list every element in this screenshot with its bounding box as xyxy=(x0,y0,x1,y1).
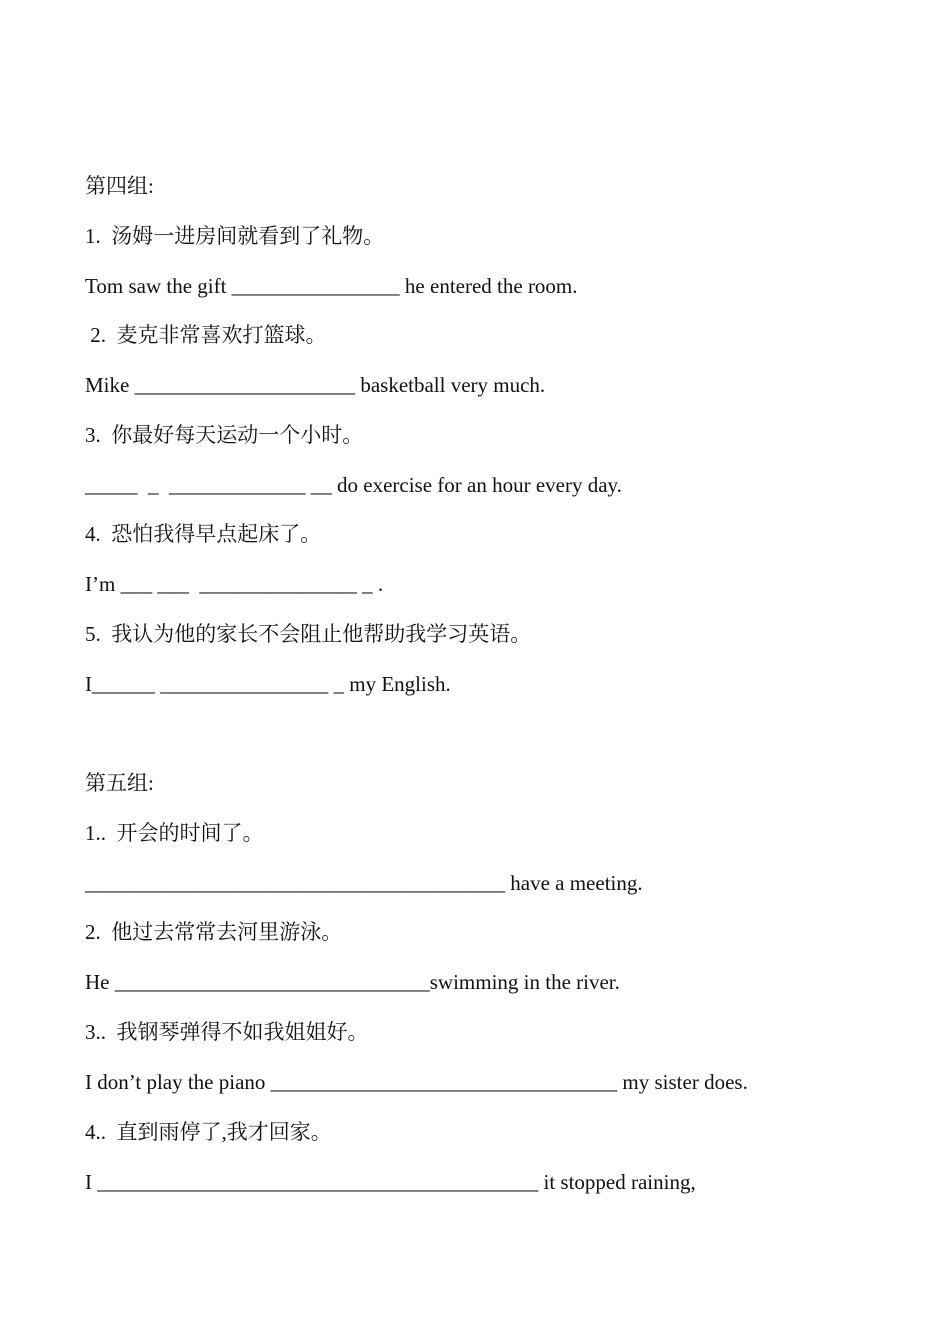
group5-heading: 第五组: xyxy=(85,771,154,795)
g5-q3-english: I don’t play the piano _________________________________ my sister does. xyxy=(85,1070,748,1094)
g4-q1-chinese: 1. 汤姆一进房间就看到了礼物。 xyxy=(85,224,385,248)
g4-q3-chinese: 3. 你最好每天运动一个小时。 xyxy=(85,423,364,447)
g4-q4-chinese: 4. 恐怕我得早点起床了。 xyxy=(85,522,322,546)
g4-q2-chinese: 2. 麦克非常喜欢打篮球。 xyxy=(85,323,327,347)
g4-q5-chinese: 5. 我认为他的家长不会阻止他帮助我学习英语。 xyxy=(85,622,532,646)
g4-q3-english: _____ _ _____________ __ do exercise for an hour every day. xyxy=(85,473,622,497)
g5-q2-chinese: 2. 他过去常常去河里游泳。 xyxy=(85,920,343,944)
g4-q2-english: Mike _____________________ basketball very much. xyxy=(85,373,546,397)
g5-q4-chinese: 4.. 直到雨停了,我才回家。 xyxy=(85,1120,332,1144)
g4-q5-english: I______ ________________ _ my English. xyxy=(85,672,451,696)
g4-q4-english: I’m ___ ___ _______________ _ . xyxy=(85,572,384,596)
g5-q3-chinese: 3.. 我钢琴弹得不如我姐姐好。 xyxy=(85,1020,369,1044)
group4-heading: 第四组: xyxy=(85,174,154,198)
g5-q4-english: I __________________________________________ it stopped raining, xyxy=(85,1170,696,1194)
g5-q1-english: ________________________________________ have a meeting. xyxy=(85,871,643,895)
g5-q1-chinese: 1.. 开会的时间了。 xyxy=(85,821,264,845)
g5-q2-english: He ______________________________swimming in the river. xyxy=(85,970,620,994)
g4-q1-english: Tom saw the gift ________________ he entered the room. xyxy=(85,274,578,298)
